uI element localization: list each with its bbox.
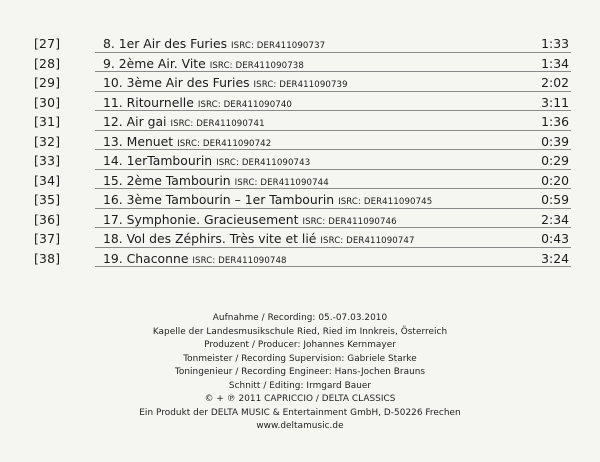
track-title: 19. Chaconne [103, 250, 189, 266]
track-duration: 0:59 [541, 192, 569, 207]
track-row [0, 112, 600, 132]
track-row [0, 34, 600, 54]
credit-recording: Aufnahme / Recording: 05.-07.03.2010 [212, 313, 388, 323]
track-isrc: ISRC: DER411090739 [253, 80, 348, 90]
track-title: 9. 2ème Air. Vite [103, 55, 206, 71]
track-row [0, 249, 600, 269]
track-duration: 0:29 [541, 153, 569, 168]
track-isrc: ISRC: DER411090740 [197, 99, 292, 110]
track-title: 18. Vol des Zéphirs. Très vite et lié [103, 231, 317, 246]
track-list [0, 34, 600, 268]
track-duration: 1:34 [541, 55, 569, 71]
track-isrc: ISRC: DER411090744 [234, 177, 329, 188]
credit-editing: Schnitt / Editing: Irmgard Bauer [228, 380, 372, 391]
track-row [0, 93, 600, 113]
credit-engineer: Toningenieur / Recording Engineer: Hans-Jochen Brauns [174, 367, 426, 377]
track-duration: 0:39 [541, 133, 569, 149]
track-title: 10. 3ème Air des Furies [103, 75, 250, 90]
track-row [0, 54, 600, 74]
track-duration: 3:24 [541, 250, 569, 266]
track-duration: 1:33 [541, 36, 569, 51]
track-title: 16. 3ème Tambourin – 1er Tambourin [103, 192, 335, 207]
track-row [0, 73, 600, 93]
track-duration: 3:11 [541, 94, 569, 110]
track-number: [35] [34, 192, 61, 207]
track-duration: 0:20 [541, 172, 569, 188]
track-number: [33] [34, 153, 61, 168]
track-isrc: ISRC: DER411090747 [320, 236, 415, 246]
track-duration: 0:43 [541, 231, 569, 246]
credit-publisher: Ein Produkt der DELTA MUSIC & Entertainment GmbH, D-50226 Frechen [139, 407, 461, 418]
track-row [0, 151, 600, 171]
track-number: [37] [34, 231, 61, 246]
credit-website: www.deltamusic.de [256, 421, 344, 431]
track-title: 12. Air gai [103, 114, 167, 129]
track-duration: 1:36 [541, 114, 569, 129]
track-row [0, 229, 600, 249]
track-number: [31] [34, 114, 61, 129]
credit-supervision: Tonmeister / Recording Supervision: Gabriele Starke [183, 353, 417, 364]
track-number: [27] [34, 36, 61, 51]
track-title-group [103, 249, 287, 272]
track-row [0, 210, 600, 230]
track-duration: 2:34 [541, 211, 569, 227]
track-title: 13. Menuet [103, 133, 174, 149]
track-isrc: ISRC: DER411090748 [192, 255, 287, 266]
track-title: 11. Ritournelle [103, 94, 194, 110]
track-title: 17. Symphonie. Gracieusement [103, 211, 299, 227]
track-isrc: ISRC: DER411090745 [338, 197, 433, 207]
track-row [0, 171, 600, 191]
track-title: 14. 1erTambourin [103, 153, 213, 168]
track-number: [29] [34, 75, 61, 90]
track-number: [36] [34, 211, 61, 227]
track-isrc: ISRC: DER411090738 [209, 60, 304, 71]
track-row [0, 132, 600, 152]
track-isrc: ISRC: DER411090743 [216, 158, 311, 168]
credits-block [0, 312, 600, 434]
track-duration: 2:02 [541, 75, 569, 90]
track-isrc: ISRC: DER411090741 [170, 119, 265, 129]
credit-producer: Produzent / Producer: Johannes Kernmayer [204, 340, 396, 350]
track-title: 15. 2ème Tambourin [103, 172, 231, 188]
track-number: [38] [34, 250, 61, 266]
track-number: [30] [34, 94, 61, 110]
track-isrc: ISRC: DER411090742 [177, 138, 272, 149]
track-number: [34] [34, 172, 61, 188]
track-title: 8. 1er Air des Furies [103, 36, 228, 51]
track-number: [32] [34, 133, 61, 149]
track-isrc: ISRC: DER411090746 [302, 216, 397, 227]
track-row [0, 190, 600, 210]
credit-copyright: © + ℗ 2011 CAPRICCIO / DELTA CLASSICS [204, 394, 396, 404]
credit-venue: Kapelle der Landesmusikschule Ried, Ried im Innkreis, Österreich [152, 326, 448, 337]
track-number: [28] [34, 55, 61, 71]
track-isrc: ISRC: DER411090737 [231, 41, 326, 51]
